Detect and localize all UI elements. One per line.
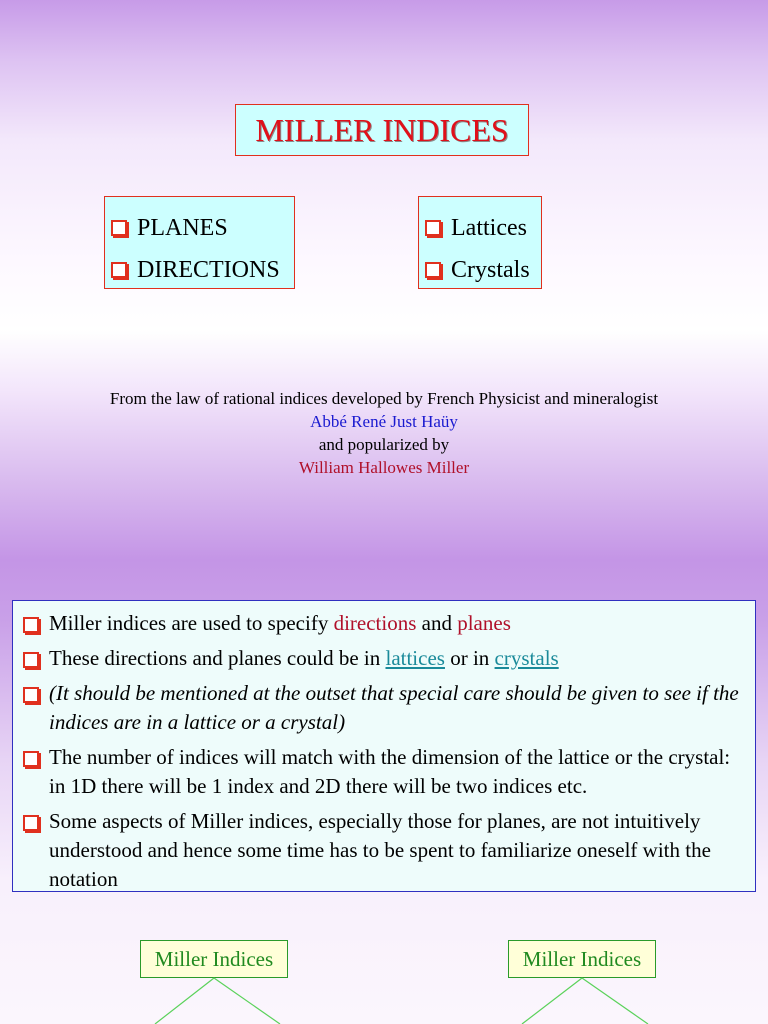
directions-term: directions	[333, 611, 417, 635]
branch-line	[214, 978, 280, 1024]
list-item: Lattices	[425, 207, 541, 249]
branch-line	[582, 978, 648, 1024]
crystals-link[interactable]: crystals	[494, 646, 559, 670]
planes-term: planes	[457, 611, 511, 635]
list-item: (It should be mentioned at the outset that special care should be given to see if the indices are in a lattice or a crystal)	[23, 679, 745, 737]
miller-indices-box-left: Miller Indices	[140, 940, 288, 978]
credit-miller: William Hallowes Miller	[298, 458, 470, 477]
list-item: These directions and planes could be in lattices or in crystals	[23, 644, 745, 673]
page-title: MILLER INDICES	[255, 111, 509, 148]
list-item: Miller indices are used to specify directions and planes	[23, 609, 745, 638]
credit-hauy: Abbé René Just Haüy	[310, 412, 458, 431]
list-item: The number of indices will match with the dimension of the lattice or the crystal: in 1D there will be 1 index and 2D there will be two indices etc.	[23, 743, 745, 801]
branch-line	[522, 978, 582, 1024]
credit-line-3: and popularized by	[318, 435, 450, 454]
list-item: DIRECTIONS	[111, 249, 294, 291]
branch-line	[155, 978, 214, 1024]
lattices-link[interactable]: lattices	[385, 646, 445, 670]
list-item: Crystals	[425, 249, 541, 291]
credit-line-1: From the law of rational indices developed by French Physicist and mineralogist	[109, 389, 659, 408]
miller-indices-box-right: Miller Indices	[508, 940, 656, 978]
list-item: Some aspects of Miller indices, especially those for planes, are not intuitively understood and hence some time has to be spent to familiarize oneself with the notation	[23, 807, 745, 894]
list-item: PLANES	[111, 207, 294, 249]
